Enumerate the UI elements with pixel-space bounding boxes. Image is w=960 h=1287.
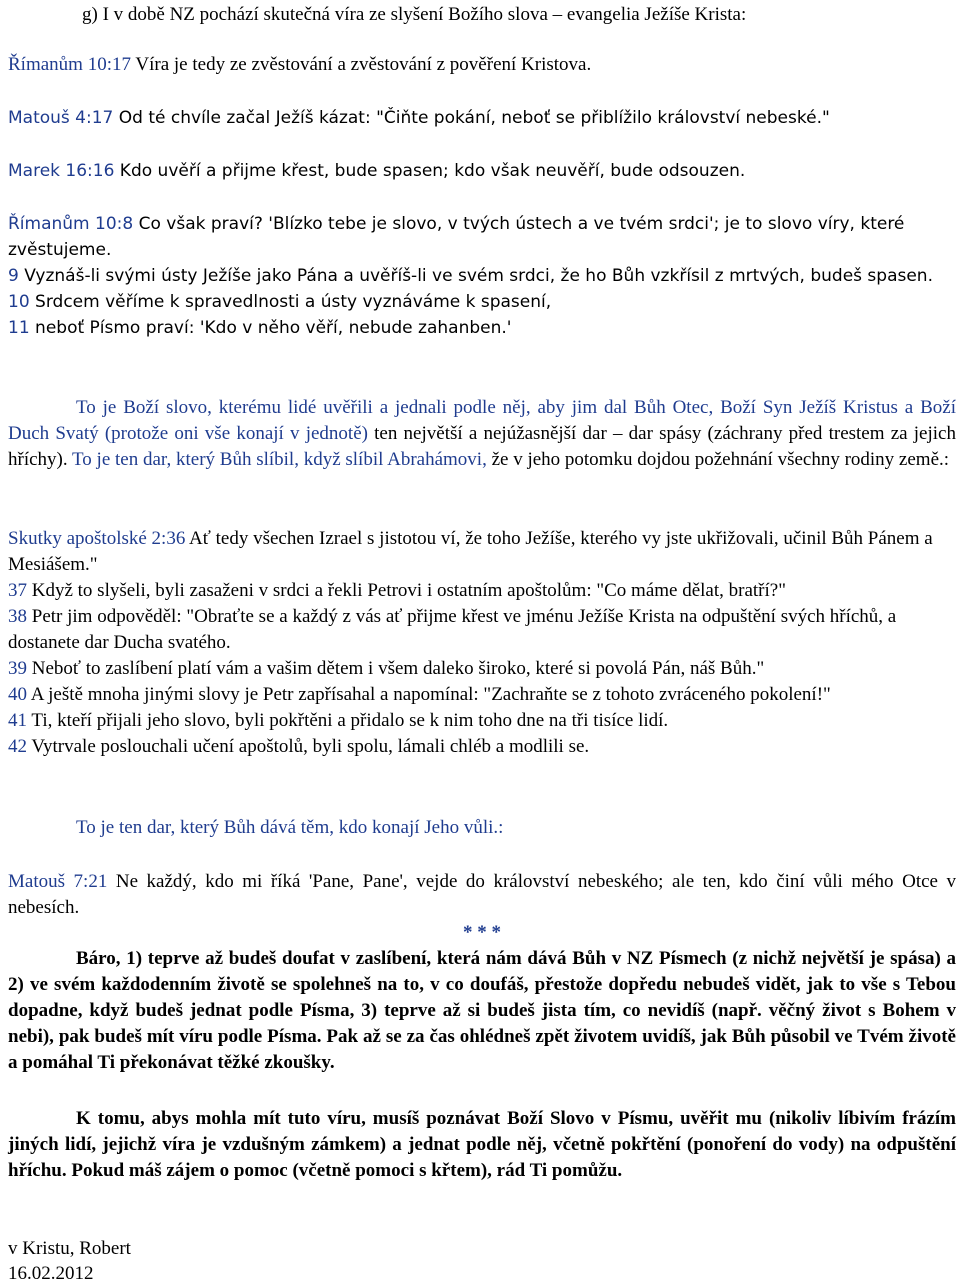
signature: v Kristu, Robert	[8, 1238, 131, 1259]
explanation-text-blue: To je ten dar, který Bůh slíbil, když slíbil Abrahámovi,	[72, 449, 487, 470]
verse-text: Vyznáš-li svými ústy Ježíše jako Pána a uvěříš-li ve svém srdci, že ho Bůh vzkřísil z mrtvých, budeš spasen.	[18, 266, 933, 286]
romans-verse-8	[8, 211, 956, 263]
acts-verse-36	[8, 526, 956, 578]
verse-line	[8, 105, 830, 131]
verse-text: Co však praví? 'Blízko tebe je slovo, v tvých ústech a ve tvém srdci'; je to slovo víry, které zvěstujeme.	[8, 214, 905, 260]
verse-number[interactable]: 37	[8, 580, 27, 601]
verse-reference[interactable]: Římanům 10:8	[8, 214, 134, 234]
romans-verse-9	[8, 263, 956, 289]
verse-text: Když to slyšeli, byli zasaženi v srdci a řekli Petrovi i ostatním apoštolům: "Co máme dělat, bratří?"	[27, 580, 786, 601]
verse-line	[8, 158, 745, 184]
verse-text: Ne každý, kdo mi říká 'Pane, Pane', vejde do království nebeského; ale ten, kdo činí vůli mého Otce v nebesích.	[8, 871, 957, 918]
verse-reference[interactable]: Matouš 4:17	[8, 108, 114, 128]
acts-verse	[8, 604, 956, 656]
acts-verse	[8, 578, 956, 604]
explanation-text-blue: To je Boží slovo, kterému lidé uvěřili a jednali podle něj, aby jim dal Bůh Otec, Boží Syn Ježíš Kristus a Boží Duch Svatý (protože oni vše konají v jednotě)	[8, 397, 956, 444]
acts-verse	[8, 656, 956, 682]
verse-number[interactable]: 42	[8, 736, 27, 757]
verse-reference[interactable]: Římanům 10:17	[8, 54, 131, 75]
explanation-text: že v jeho potomku dojdou požehnání všechny rodiny země.:	[486, 449, 950, 470]
verse-text: Petr jim odpověděl: "Obraťte se a každý z vás ať přijme křest ve jménu Ježíše Krista na odpuštění svých hříchů, a dostanete dar Ducha svatého.	[8, 606, 897, 653]
verse-text: Neboť to zaslíbení platí vám a vašim dětem i všem daleko široko, které si povolá Pán, náš Bůh."	[27, 658, 765, 679]
verse-reference[interactable]: Marek 16:16	[8, 161, 115, 181]
acts-block	[8, 526, 956, 760]
verse-number[interactable]: 9	[8, 266, 19, 286]
separator: * * *	[463, 922, 501, 943]
verse-text: A ještě mnoha jinými slovy je Petr zapřísahal a napomínal: "Zachraňte se z tohoto zvráceného pokolení!"	[27, 684, 831, 705]
verse-reference[interactable]: Matouš 7:21	[8, 871, 108, 892]
verse-text: Víra je tedy ze zvěstování a zvěstování z pověření Kristova.	[130, 54, 592, 75]
personal-paragraph-2: K tomu, abys mohla mít tuto víru, musíš poznávat Boží Slovo v Písmu, uvěřit mu (nikoliv líbivím frázím jiných lidí, jejichž víra je vzdušným zámkem) a jednat podle něj, včetně pokřtění (ponoření do vody) na odpuštění hříchu. Pokud máš zájem o pomoc (včetně pomoci s křtem), rád Ti pomůžu.	[8, 1108, 956, 1181]
verse-text: Kdo uvěří a přijme křest, bude spasen; kdo však neuvěří, bude odsouzen.	[114, 161, 746, 181]
verse-number[interactable]: 40	[8, 684, 27, 705]
verse-number[interactable]: 39	[8, 658, 27, 679]
gift-line: To je ten dar, který Bůh dává těm, kdo konají Jeho vůli.:	[76, 817, 504, 838]
romans-block	[8, 211, 956, 341]
personal-paragraph-1: Báro, 1) teprve až budeš doufat v zaslíbení, která nám dává Bůh v NZ Písmech (z nichž největší je spása) a 2) ve svém každodenním životě se spolehneš na to, v co doufáš, přestože dopředu nebudeš vidět, jak to vše s Tebou dopadne, když budeš jednat podle Písma, 3) teprve až si budeš jista tím, co nevidíš (např. věčný život s Bohem v nebi), pak budeš mít víru podle Písma. Pak až se za čas ohlédneš zpět životem uvidíš, jak Bůh působil ve Tvém životě a pomáhal Ti překonávat těžké zkoušky.	[8, 948, 956, 1073]
acts-verse	[8, 708, 956, 734]
romans-verse-11	[8, 315, 956, 341]
matthew-verse	[8, 869, 956, 921]
acts-verse	[8, 734, 956, 760]
verse-number[interactable]: 11	[8, 318, 30, 338]
verse-number[interactable]: 38	[8, 606, 27, 627]
section-heading: g) I v době NZ pochází skutečná víra ze slyšení Božího slova – evangelia Ježíše Krista:	[82, 4, 747, 25]
date: 16.02.2012	[8, 1263, 94, 1284]
verse-text: neboť Písmo praví: 'Kdo v něho věří, nebude zahanben.'	[29, 318, 512, 338]
romans-verse-10	[8, 289, 956, 315]
verse-text: Srdcem věříme k spravedlnosti a ústy vyznáváme k spasení,	[29, 292, 552, 312]
verse-text: Vytrvale poslouchali učení apoštolů, byli spolu, lámali chléb a modlili se.	[27, 736, 590, 757]
verse-text: Ať tedy všechen Izrael s jistotou ví, že toho Ježíše, kterého vy jste ukřižovali, učinil Bůh Pánem a Mesiášem."	[8, 528, 933, 575]
verse-text: Od té chvíle začal Ježíš kázat: "Čiňte pokání, neboť se přiblížilo království nebeské."	[113, 108, 830, 128]
explanation-text: ten největší a nejúžasnější dar – dar spásy (záchrany před trestem za jejich hříchy).	[8, 423, 956, 470]
verse-text: Ti, kteří přijali jeho slovo, byli pokřtěni a přidalo se k nim toho dne na tři tisíce lidí.	[27, 710, 669, 731]
verse-line	[8, 52, 591, 78]
verse-number[interactable]: 10	[8, 292, 30, 312]
verse-number[interactable]: 41	[8, 710, 27, 731]
explanation-paragraph	[8, 395, 956, 473]
acts-verse	[8, 682, 956, 708]
verse-reference[interactable]: Skutky apoštolské 2:36	[8, 528, 186, 549]
